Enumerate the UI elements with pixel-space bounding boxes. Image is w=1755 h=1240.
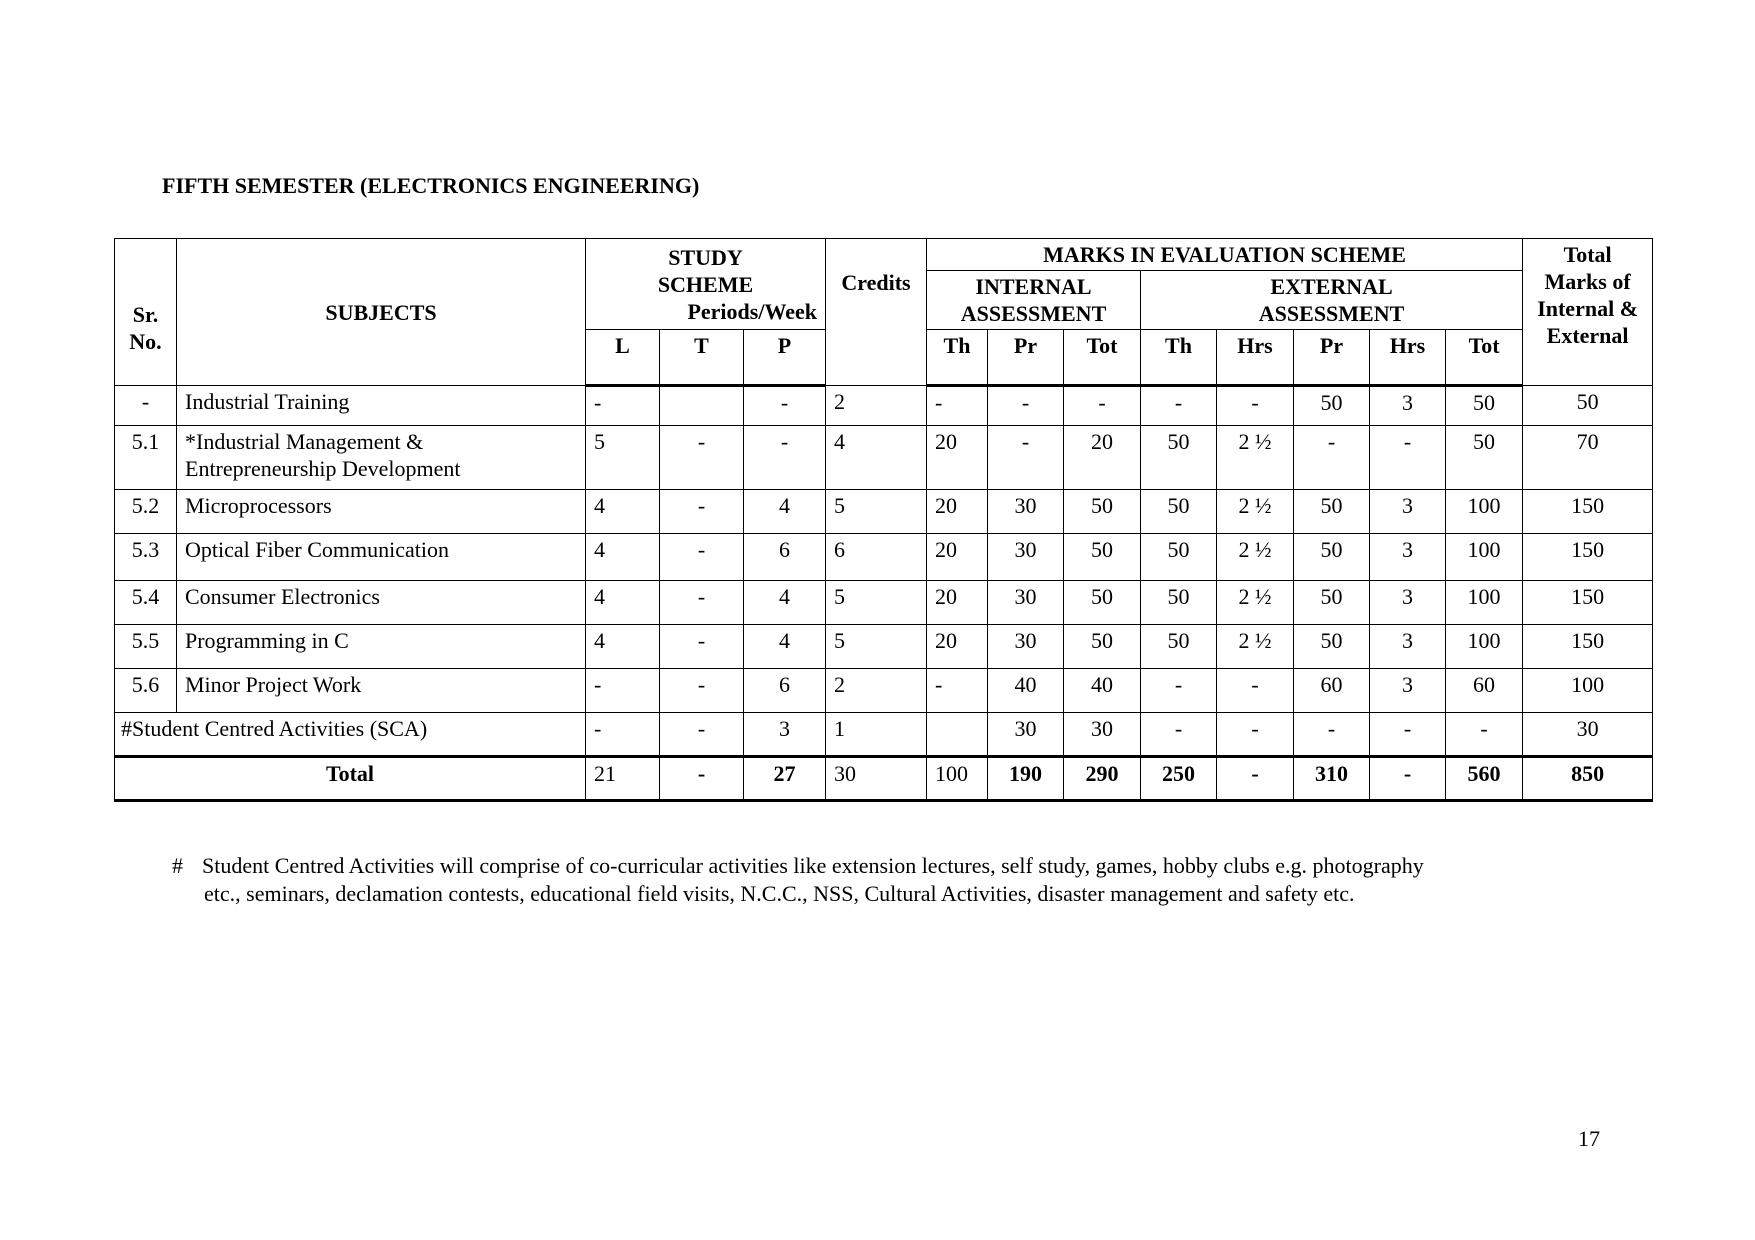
table-row <box>115 669 1653 713</box>
row-cell: 50 <box>1141 490 1217 534</box>
header-subjects: SUBJECTS <box>177 239 586 386</box>
row-cell: 50 <box>1446 386 1523 426</box>
total-row <box>115 757 1653 801</box>
row-cell: - <box>1141 386 1217 426</box>
row-cell: 50 <box>1064 534 1141 581</box>
table-row <box>115 426 1653 490</box>
row-sr-no: 5.6 <box>115 669 177 713</box>
total-cell: 850 <box>1523 757 1653 801</box>
row-cell: 30 <box>988 581 1064 625</box>
footnote-line-1: Student Centred Activities will comprise of co-curricular activities like extension lectures, self study, games, hobby clubs e.g. photography <box>202 853 1424 878</box>
row-cell: 50 <box>1294 625 1370 669</box>
row-subject: Programming in C <box>177 625 586 669</box>
sca-cell: 1 <box>826 713 927 757</box>
row-cell: 3 <box>1370 669 1446 713</box>
row-cell: - <box>586 386 660 426</box>
total-cell: 100 <box>927 757 988 801</box>
header-total-marks: Total Marks of Internal & External <box>1523 239 1653 386</box>
sca-cell: - <box>1446 713 1523 757</box>
header-col-int-tot: Tot <box>1064 330 1141 386</box>
total-cell: - <box>660 757 744 801</box>
footnote-line-2: etc., seminars, declamation contests, educational field visits, N.C.C., NSS, Cultural Activities, disaster management and safety etc. <box>204 881 1355 906</box>
row-cell: 2 ½ <box>1217 534 1294 581</box>
total-cell: 310 <box>1294 757 1370 801</box>
row-subject: Microprocessors <box>177 490 586 534</box>
row-cell: 3 <box>1370 490 1446 534</box>
row-cell: 4 <box>586 534 660 581</box>
total-cell: - <box>1217 757 1294 801</box>
row-cell: 5 <box>586 426 660 490</box>
table-row <box>115 581 1653 625</box>
header-col-t: T <box>660 330 744 386</box>
row-cell: - <box>1217 386 1294 426</box>
row-cell: 50 <box>1446 426 1523 490</box>
row-cell: 150 <box>1523 534 1653 581</box>
row-cell: 50 <box>1294 581 1370 625</box>
row-subject: Optical Fiber Communication <box>177 534 586 581</box>
header-marks-scheme: MARKS IN EVALUATION SCHEME <box>927 239 1523 271</box>
total-cell: 27 <box>744 757 826 801</box>
row-cell: 2 <box>826 386 927 426</box>
row-cell: - <box>927 386 988 426</box>
row-cell: - <box>660 490 744 534</box>
row-cell: 6 <box>826 534 927 581</box>
row-sr-no: 5.5 <box>115 625 177 669</box>
header-col-ext-pr: Pr <box>1294 330 1370 386</box>
row-cell: 4 <box>744 490 826 534</box>
row-cell: 150 <box>1523 581 1653 625</box>
row-cell: 20 <box>927 490 988 534</box>
header-col-int-th: Th <box>927 330 988 386</box>
row-cell: 50 <box>1064 581 1141 625</box>
row-cell: 50 <box>1141 534 1217 581</box>
sca-cell <box>927 713 988 757</box>
row-cell: 4 <box>744 625 826 669</box>
footnote-hash: # <box>172 853 183 878</box>
row-cell: 20 <box>927 426 988 490</box>
header-col-ext-th: Th <box>1141 330 1217 386</box>
row-cell: 100 <box>1446 625 1523 669</box>
row-cell: 3 <box>1370 386 1446 426</box>
row-cell: 4 <box>586 581 660 625</box>
row-cell <box>660 386 744 426</box>
row-cell: - <box>927 669 988 713</box>
row-cell: 6 <box>744 534 826 581</box>
sca-cell: - <box>1217 713 1294 757</box>
row-cell: 50 <box>1294 386 1370 426</box>
row-cell: 20 <box>927 534 988 581</box>
sca-cell: 30 <box>1064 713 1141 757</box>
row-cell: 3 <box>1370 534 1446 581</box>
header-external-assessment <box>1141 271 1523 330</box>
table-row <box>115 625 1653 669</box>
row-cell: - <box>660 625 744 669</box>
total-cell: 21 <box>586 757 660 801</box>
row-cell: 50 <box>1294 534 1370 581</box>
row-cell: 50 <box>1064 625 1141 669</box>
row-cell: 2 ½ <box>1217 625 1294 669</box>
row-cell: 5 <box>826 581 927 625</box>
header-col-int-pr: Pr <box>988 330 1064 386</box>
header-col-ext-tot: Tot <box>1446 330 1523 386</box>
header-sr-no: Sr. No. <box>115 239 177 386</box>
row-cell: 150 <box>1523 625 1653 669</box>
row-cell: 150 <box>1523 490 1653 534</box>
row-cell: - <box>1064 386 1141 426</box>
header-col-ext-hrs2: Hrs <box>1370 330 1446 386</box>
row-cell: - <box>1294 426 1370 490</box>
row-subject: Industrial Training <box>177 386 586 426</box>
row-cell: 70 <box>1523 426 1653 490</box>
row-cell: 100 <box>1446 534 1523 581</box>
sca-cell: - <box>1370 713 1446 757</box>
table-row <box>115 534 1653 581</box>
header-col-ext-hrs: Hrs <box>1217 330 1294 386</box>
total-label: Total <box>115 757 586 801</box>
row-cell: - <box>660 426 744 490</box>
row-subject: *Industrial Management & Entrepreneurship Development <box>177 426 586 490</box>
row-cell: 4 <box>586 490 660 534</box>
row-cell: - <box>1217 669 1294 713</box>
row-cell: - <box>586 669 660 713</box>
row-cell: 5 <box>826 625 927 669</box>
row-cell: - <box>660 534 744 581</box>
total-cell: - <box>1370 757 1446 801</box>
row-cell: - <box>1370 426 1446 490</box>
header-credits: Credits <box>826 239 927 386</box>
header-study-scheme <box>586 239 826 330</box>
row-cell: - <box>660 669 744 713</box>
header-col-p: P <box>744 330 826 386</box>
page-number: 17 <box>1578 1126 1600 1151</box>
row-cell: 50 <box>1064 490 1141 534</box>
sca-cell: 30 <box>1523 713 1653 757</box>
row-cell: 50 <box>1141 625 1217 669</box>
row-cell: 100 <box>1446 490 1523 534</box>
row-cell: 2 ½ <box>1217 490 1294 534</box>
sca-row <box>115 713 1653 757</box>
row-cell: 3 <box>1370 625 1446 669</box>
total-cell: 290 <box>1064 757 1141 801</box>
total-cell: 190 <box>988 757 1064 801</box>
row-cell: 50 <box>1141 426 1217 490</box>
row-cell: 4 <box>744 581 826 625</box>
row-sr-no: 5.2 <box>115 490 177 534</box>
row-sr-no: - <box>115 386 177 426</box>
row-cell: - <box>1141 669 1217 713</box>
row-cell: 30 <box>988 625 1064 669</box>
row-cell: - <box>744 386 826 426</box>
sca-cell: - <box>1294 713 1370 757</box>
row-cell: 5 <box>826 490 927 534</box>
row-sr-no: 5.1 <box>115 426 177 490</box>
row-cell: 60 <box>1446 669 1523 713</box>
total-cell: 250 <box>1141 757 1217 801</box>
sca-cell: - <box>1141 713 1217 757</box>
row-cell: 40 <box>1064 669 1141 713</box>
row-cell: 4 <box>826 426 927 490</box>
sca-cell: - <box>660 713 744 757</box>
header-internal-assessment: INTERNAL ASSESSMENT <box>927 271 1141 330</box>
row-cell: 60 <box>1294 669 1370 713</box>
header-external-label: EXTERNAL ASSESSMENT <box>1258 274 1405 326</box>
row-cell: 2 ½ <box>1217 426 1294 490</box>
table-row <box>115 490 1653 534</box>
evaluation-scheme-table <box>114 238 1653 802</box>
header-col-l: L <box>586 330 660 386</box>
sca-cell: - <box>586 713 660 757</box>
total-cell: 560 <box>1446 757 1523 801</box>
row-sr-no: 5.4 <box>115 581 177 625</box>
row-cell: 20 <box>927 625 988 669</box>
row-cell: - <box>744 426 826 490</box>
footnote <box>172 852 1592 908</box>
row-cell: 6 <box>744 669 826 713</box>
header-periods-week: Periods/Week <box>687 298 817 324</box>
row-cell: - <box>988 386 1064 426</box>
header-study-scheme-label: STUDY SCHEME <box>657 244 754 297</box>
row-cell: 20 <box>927 581 988 625</box>
row-cell: 100 <box>1523 669 1653 713</box>
page-title: FIFTH SEMESTER (ELECTRONICS ENGINEERING) <box>162 173 700 198</box>
row-cell: 4 <box>586 625 660 669</box>
row-sr-no: 5.3 <box>115 534 177 581</box>
row-subject: Minor Project Work <box>177 669 586 713</box>
row-cell: 3 <box>1370 581 1446 625</box>
row-cell: 40 <box>988 669 1064 713</box>
row-cell: 100 <box>1446 581 1523 625</box>
row-cell: 2 ½ <box>1217 581 1294 625</box>
row-cell: 30 <box>988 490 1064 534</box>
row-cell: - <box>660 581 744 625</box>
row-cell: 20 <box>1064 426 1141 490</box>
sca-cell: 3 <box>744 713 826 757</box>
row-cell: 50 <box>1141 581 1217 625</box>
total-cell: 30 <box>826 757 927 801</box>
row-cell: 50 <box>1523 386 1653 426</box>
sca-subject: #Student Centred Activities (SCA) <box>115 713 586 757</box>
sca-cell: 30 <box>988 713 1064 757</box>
table-row <box>115 386 1653 426</box>
row-subject: Consumer Electronics <box>177 581 586 625</box>
row-cell: 50 <box>1294 490 1370 534</box>
row-cell: 30 <box>988 534 1064 581</box>
row-cell: - <box>988 426 1064 490</box>
row-cell: 2 <box>826 669 927 713</box>
